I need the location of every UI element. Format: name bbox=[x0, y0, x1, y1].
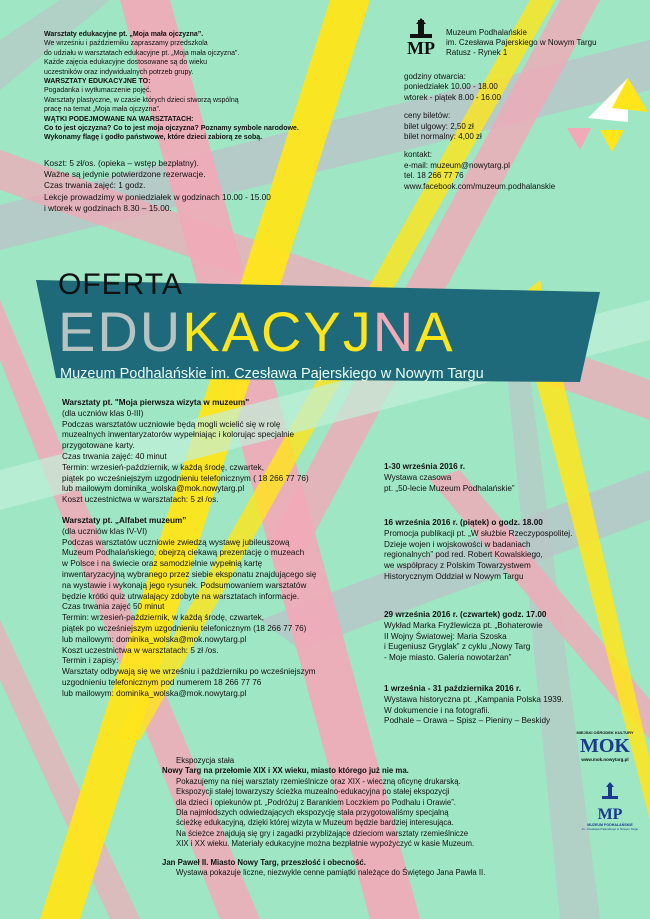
text-line: Termin: wrzesień-październik, w każdą środę, czwartek, bbox=[62, 462, 265, 472]
museum-logo-bottom bbox=[580, 782, 640, 831]
text-line: II Wojny Światowej: Maria Szoska bbox=[384, 631, 507, 641]
contact-phone: tel. 18 266 77 76 bbox=[404, 171, 464, 181]
text-line: uczestników oraz indywidualnych potrzeb grupy. bbox=[44, 68, 194, 76]
text-line: Warsztaty odbywają się we wrześniu i październiku po wcześniejszym bbox=[62, 667, 316, 677]
text-line: na wystawie i wykonają jego rysunek. Podsumowaniem warsztatów bbox=[62, 580, 307, 590]
title-part: A bbox=[415, 300, 455, 363]
text-line: i Eugeniusz Gryglak” z cyklu „Nowy Targ bbox=[384, 642, 531, 652]
preschool-workshop-title: Warsztaty edukacyjne pt. „Moja mała ojczyzna”. bbox=[44, 31, 204, 38]
text-line: W dokumencie i na fotografii. bbox=[384, 705, 490, 715]
workshop-alphabet bbox=[62, 516, 382, 700]
permanent-label: Ekspozycja stała bbox=[176, 756, 235, 765]
text-line: Koszt: 5 zł/os. (opieka – wstęp bezpłatny). bbox=[44, 158, 199, 168]
text-line: lub mailowym dominika_wolska@mok.nowytarg.pl bbox=[62, 484, 245, 494]
text-line: Wykonamy flagę i godło państwowe, które dzieci zabiorą ze sobą. bbox=[44, 134, 263, 142]
section-title: WARSZTATY EDUKACYJNE TO: bbox=[44, 78, 151, 86]
text-line: pt. „50-lecie Muzeum Podhalańskie” bbox=[384, 483, 515, 493]
event-date: 16 września 2016 r. (piątek) o godz. 18.00 bbox=[384, 518, 543, 527]
text-line: lub mailowym: dominika_wolska@mok.nowytarg.pl bbox=[62, 634, 247, 644]
text-line: Podczas warsztatów uczniowie będą mogli wcielić się w rolę bbox=[62, 419, 281, 429]
title-edukacyjna bbox=[58, 302, 455, 362]
text-line: dla dzieci i opiekunów pt. „Podróżuj z Barankiem Loczkiem po Podhalu i Orawie”. bbox=[176, 797, 456, 807]
museum-name: Muzeum Podhalańskie bbox=[446, 28, 527, 37]
text-line: Wystawa pokazuje liczne, niezwykle cenne pamiątki należące do Świętego Jana Pawła II. bbox=[176, 868, 486, 878]
text-line: Wystawa czasowa bbox=[384, 472, 452, 482]
text-line: Podczas warsztatów uczniowie zwiedzą wystawę jubileuszową bbox=[62, 537, 290, 547]
event-2 bbox=[384, 518, 634, 583]
price-reduced: bilet ulgowy: 2,50 zł bbox=[404, 121, 474, 131]
text-line: (dla uczniów klas 0-III) bbox=[62, 408, 144, 418]
town-hall-icon bbox=[598, 782, 622, 802]
museum-address: Ratusz - Rynek 1 bbox=[446, 48, 508, 57]
text-line: Termin: wrzesień-październik, w każdą środę, czwartek, bbox=[62, 613, 265, 623]
mok-logo-text: MOK bbox=[580, 735, 630, 757]
text-line: Koszt uczestnictwa w warsztatach: 5 zł /os. bbox=[62, 495, 219, 505]
text-line: Czas trwania zajęć: 40 minut bbox=[62, 451, 167, 461]
mok-logo bbox=[572, 730, 638, 762]
museum-full-name: im. Czesława Pajerskiego w Nowym Targu bbox=[446, 38, 597, 47]
text-line: Co to jest ojczyzna? Co to jest moja ojczyzna? Poznamy symbole narodowe. bbox=[44, 125, 299, 133]
workshop-first-visit bbox=[62, 398, 382, 506]
text-line: i wtorek w godzinach 8.30 – 15.00. bbox=[44, 202, 172, 213]
text-line: Warsztaty plastyczne, w czasie których dzieci stworzą wspólną bbox=[44, 96, 239, 104]
event-date: 1 września - 31 października 2016 r. bbox=[384, 684, 521, 693]
mok-url[interactable]: www.mok.nowytarg.pl bbox=[581, 757, 629, 762]
text-line: piątek po wcześniejszym uzgodnieniu telefonicznym ( 18 266 77 76) bbox=[62, 473, 309, 483]
text-line: Termin i zapisy: bbox=[62, 656, 119, 666]
section-title: WĄTKI PODEJMOWANE NA WARSZTATACH: bbox=[44, 115, 194, 123]
permanent-title: Nowy Targ na przełomie XIX i XX wieku, miasto którego już nie ma. bbox=[162, 766, 409, 776]
text-line: Koszt uczestnictwa w warsztatach: 5 zł /os. bbox=[62, 645, 219, 655]
text-line: lub mailowym: dominika_wolska@mok.nowytarg.pl bbox=[62, 688, 247, 698]
hours-line: wtorek - piątek 8.00 - 16.00 bbox=[404, 92, 501, 102]
preschool-workshop-info bbox=[44, 158, 344, 214]
text-line: - Moje miasto. Galeria nowotarżan” bbox=[384, 653, 512, 663]
text-line: we współpracy z Polskim Towarzystwem bbox=[384, 561, 531, 571]
text-line: Lekcje prowadzimy w poniedziałek w godzinach 10.00 - 15.00 bbox=[44, 191, 271, 202]
title-oferta: OFERTA bbox=[58, 268, 183, 301]
text-line: Muzeum Podhalańskiego, obejrzą ciekawą prezentację o muzeach bbox=[62, 548, 305, 558]
text-line: Ekspozycji stałej towarzyszy ścieżka muzealno-edukacyjna po stałej ekspozycji bbox=[176, 787, 450, 797]
title-part: N bbox=[372, 300, 416, 363]
hours-title: godziny otwarcia: bbox=[404, 72, 466, 81]
text-line: Promocja publikacji pt. „W służbie Rzeczypospolitej. bbox=[384, 528, 573, 538]
text-line: Historycznym Oddział w Nowym Targu bbox=[384, 571, 524, 581]
museum-logo bbox=[404, 18, 438, 63]
text-line: Pokazujemy na niej warsztaty rzemieślnicze oraz XIX - wieczną oficynę drukarską. bbox=[176, 776, 461, 786]
prices-title: ceny biletów: bbox=[404, 111, 451, 121]
text-line: uzgodnieniu telefonicznym pod numerem 18 266 77 76 bbox=[62, 677, 262, 687]
museum-logo-text: MP bbox=[407, 38, 435, 58]
text-line: Czas trwania zajęć: 1 godz. bbox=[44, 180, 146, 191]
title-part: KACYJ bbox=[182, 300, 373, 363]
museum-logo-caption: MUZEUM PODHALAŃSKIE bbox=[587, 823, 633, 827]
text-line: Wykład Marka Fryźlewicza pt. „Bohaterowie bbox=[384, 620, 543, 630]
contact-email[interactable]: e-mail: muzeum@nowytarg.pl bbox=[404, 160, 510, 170]
hours-line: poniedziałek 10.00 - 18.00 bbox=[404, 82, 498, 92]
contact-web[interactable]: www.facebook.com/muzeum.podhalanskie bbox=[404, 181, 556, 191]
text-line: Dla najmłodszych odwiedzających ekspozycję stała przygotowaliśmy specjalną bbox=[176, 808, 449, 818]
contact-title: kontakt: bbox=[404, 150, 433, 160]
event-date: 1-30 września 2016 r. bbox=[384, 462, 466, 471]
price-normal: bilet normalny: 4,00 zł bbox=[404, 132, 482, 142]
event-4 bbox=[384, 684, 634, 727]
text-line: XIX i XX wieku. Materiały edukacyjne można bezpłatnie wypożyczyć w kasie Muzeum. bbox=[176, 839, 475, 849]
text-line: Na ścieżce znajdują się gry i zagadki przybliżające dzieciom warsztaty rzemieślnicze bbox=[176, 828, 469, 838]
workshop-title: Warsztaty pt. „Alfabet muzeum” bbox=[62, 516, 187, 525]
museum-logo-bottom-text: MP bbox=[597, 806, 623, 823]
text-line: Każde zajęcia edukacyjne dostosowane są do wieku bbox=[44, 59, 208, 67]
text-line: Wystawa historyczna pt. „Kampania Polska 1939. bbox=[384, 694, 564, 704]
mok-top-text: MIEJSKI OŚRODEK KULTURY bbox=[576, 730, 634, 735]
text-line: będzie krótki quiz utrwalający zdobyte na warsztatach informacje. bbox=[62, 591, 300, 601]
event-3 bbox=[384, 610, 634, 664]
text-line: Ważne są jedynie potwierdzone rezerwacje. bbox=[44, 169, 206, 180]
title-part: EDU bbox=[58, 300, 183, 363]
event-1 bbox=[384, 462, 634, 494]
text-line: (dla uczniów klas IV-VI) bbox=[62, 526, 148, 536]
title-subtitle: Muzeum Podhalańskie im. Czesława Pajerskiego w Nowym Targu bbox=[60, 366, 484, 382]
permanent-title-2: Jan Paweł II. Miasto Nowy Targ, przeszłość i obecność. bbox=[162, 857, 366, 867]
text-line: piątek po wcześniejszym uzgodnieniu telefonicznym (18 266 77 76) bbox=[62, 623, 307, 633]
text-line: pracę na temat „Moja mała ojczyzna”. bbox=[44, 106, 161, 114]
text-line: przygotowane karty. bbox=[62, 441, 135, 451]
text-line: muzealnych inwentaryzatorów wypełniając i kolorując specjalnie bbox=[62, 430, 295, 440]
preschool-workshop bbox=[44, 30, 344, 143]
text-line: w Polsce i na świecie oraz samodzielnie wypełnią kartę bbox=[62, 559, 263, 569]
text-line: inwentaryzacyjną wybranego przez siebie eksponatu znajdującego się bbox=[62, 569, 317, 579]
event-date: 29 września 2016 r. (czwartek) godz. 17.00 bbox=[384, 610, 547, 619]
text-line: Podhale – Orawa – Spisz – Pieniny – Beskidy bbox=[384, 716, 551, 726]
museum-logo-caption-2: im. Czesława Pajerskiego w Nowym Targu bbox=[581, 827, 639, 831]
text-line: do udziału w warsztatach edukacyjne pt. „Moja mała ojczyzna”. bbox=[44, 49, 240, 57]
workshop-title: Warsztaty pt. "Moja pierwsza wizyta w muzeum" bbox=[62, 398, 250, 407]
museum-header bbox=[446, 28, 646, 58]
text-line: Dzieje wojen i wojskowości w badaniach bbox=[384, 539, 531, 549]
permanent-exhibition bbox=[162, 756, 562, 878]
text-line: regionalnych” pod red. Robert Kowalskiego, bbox=[384, 550, 543, 560]
text-line: We wrześniu i październiku zapraszamy przedszkola bbox=[44, 40, 208, 48]
text-line: Czas trwania zajęć 50 minut bbox=[62, 602, 165, 612]
text-line: Pogadanka i wytłumaczenie pojęć. bbox=[44, 87, 152, 95]
text-line: ścieżkę edukacyjną, dzięki której wizyta w Muzeum będzie bardziej interesująca. bbox=[176, 818, 454, 828]
museum-info bbox=[404, 72, 604, 192]
